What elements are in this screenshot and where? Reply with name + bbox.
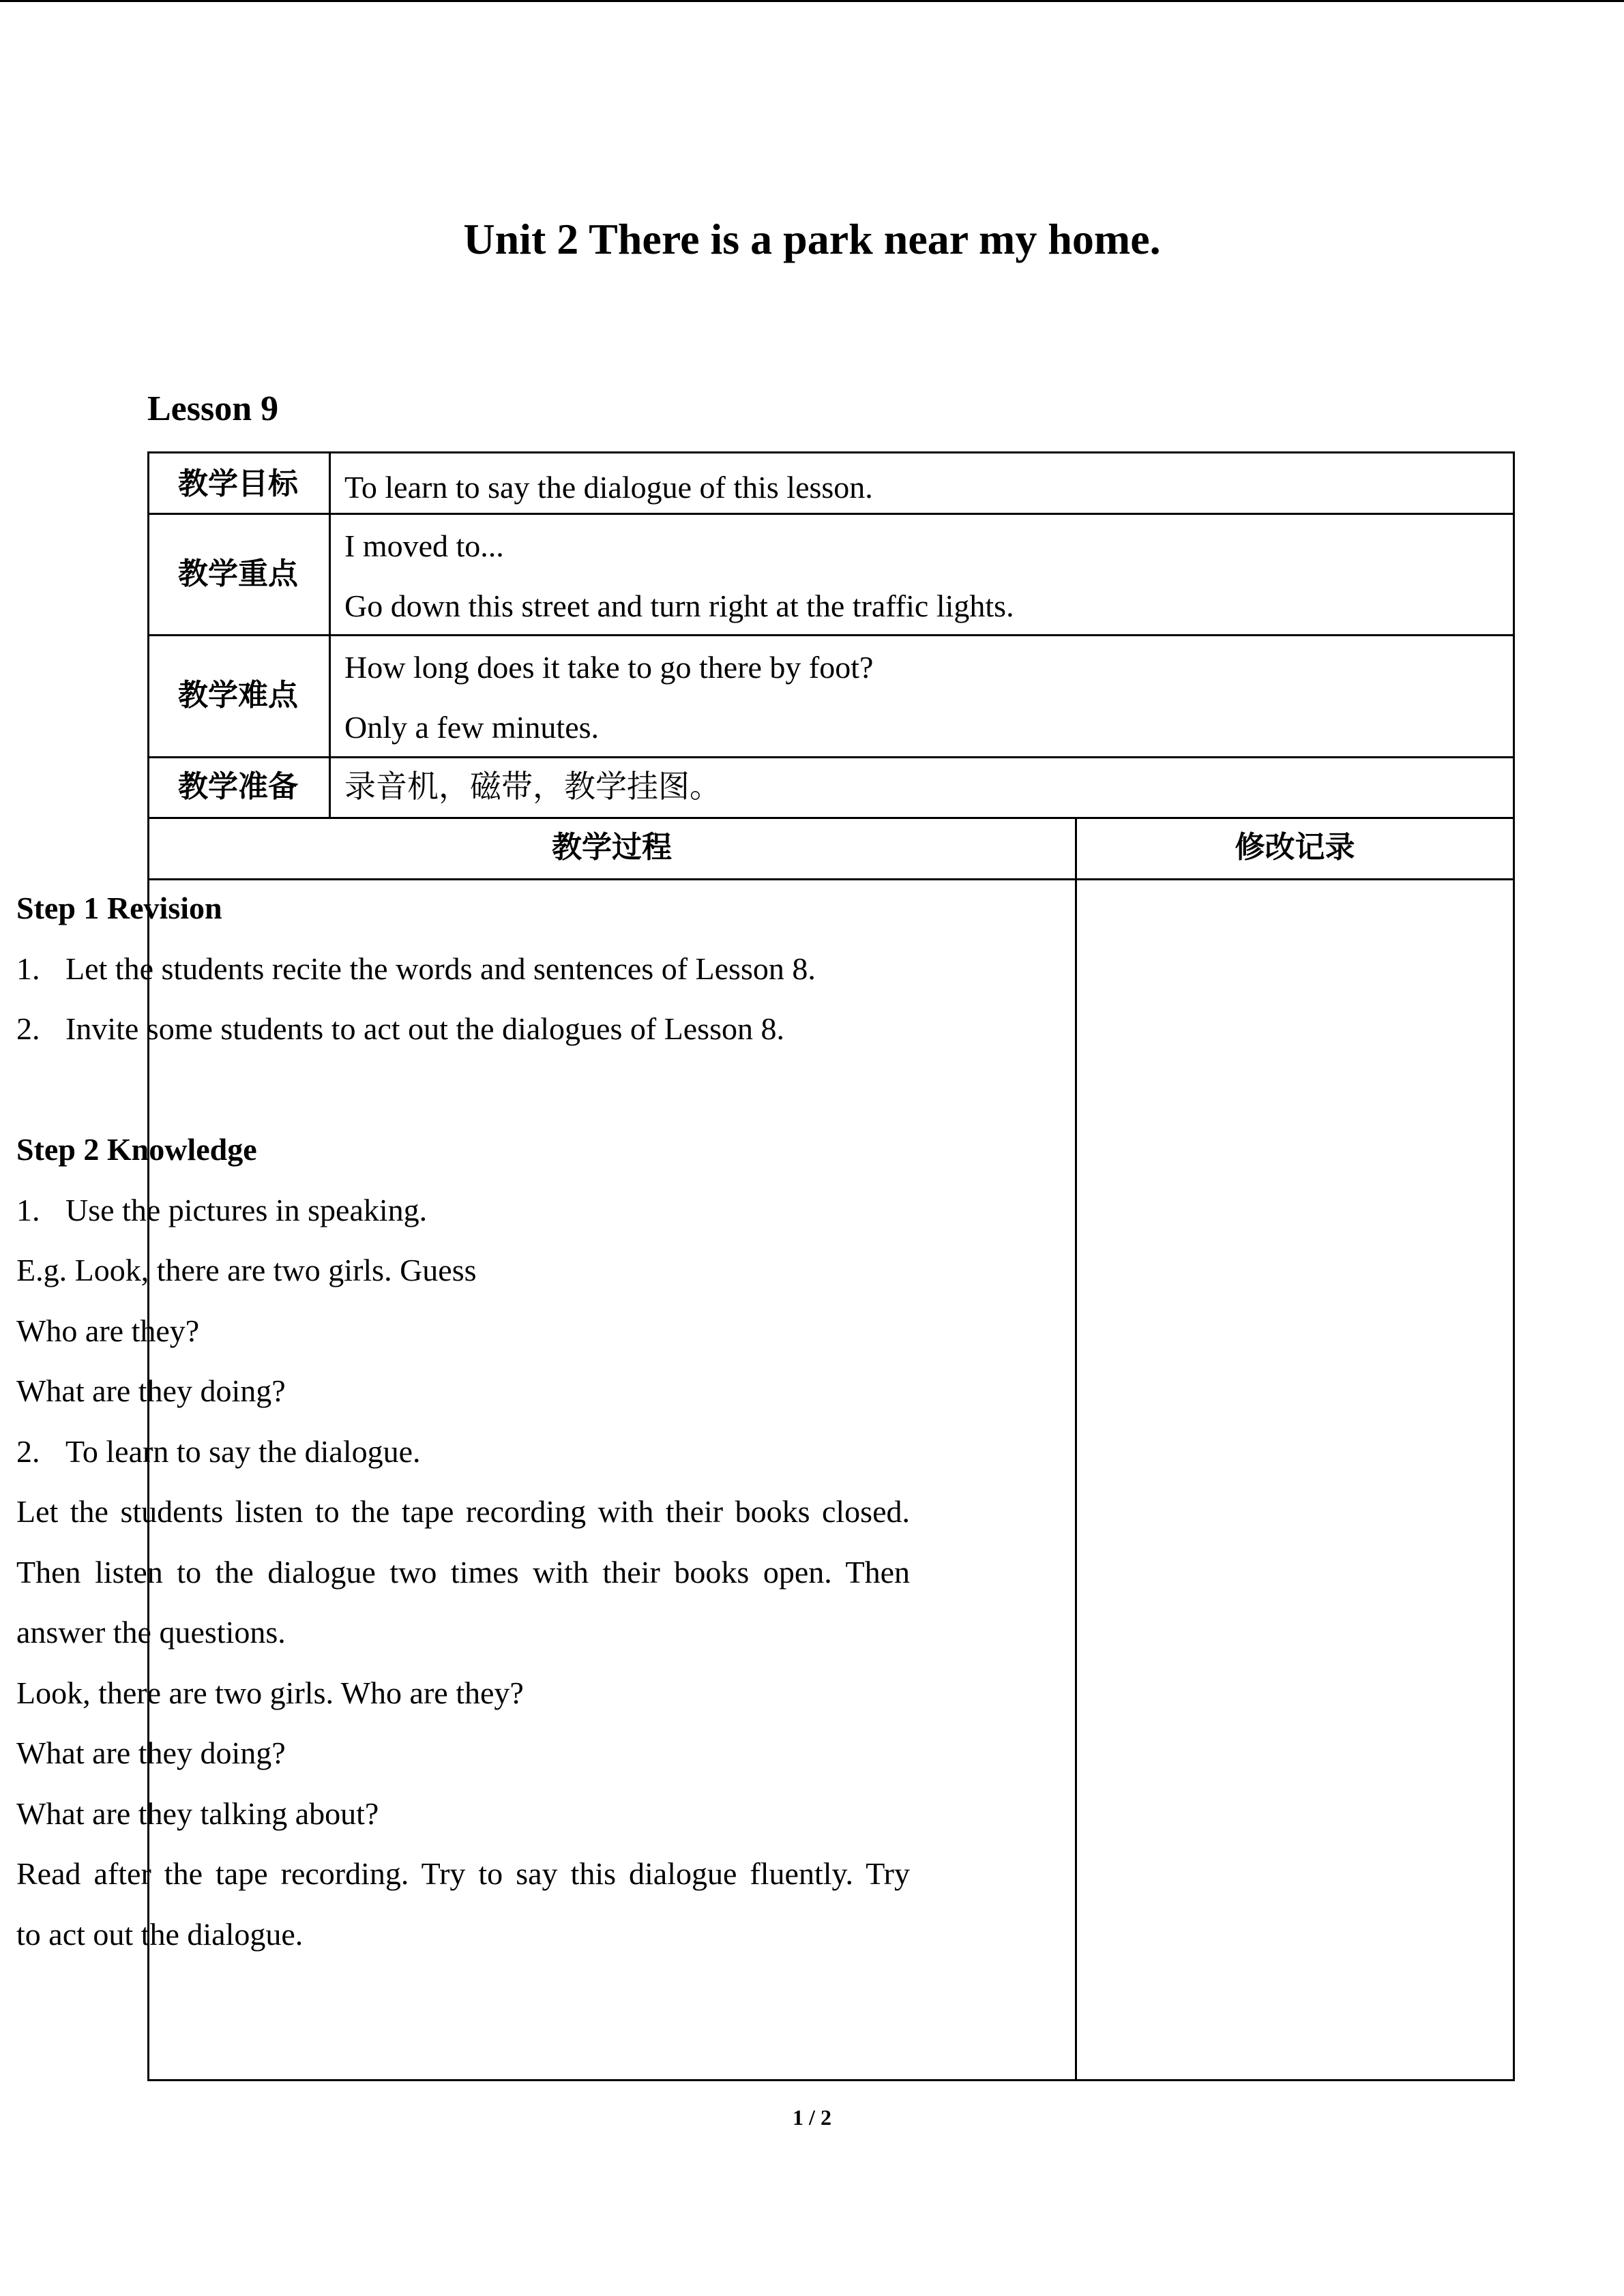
- paragraph-line: Read after the tape recording. Try to say this dialogue fluently. Try: [16, 1856, 910, 1891]
- table-border-bottom: [147, 2079, 1515, 2081]
- list-text: Use the pictures in speaking.: [65, 1192, 428, 1227]
- list-number: 2.: [16, 1011, 40, 1046]
- row-content-line: To learn to say the dialogue of this lesson.: [344, 470, 873, 505]
- paragraph-line: Let the students listen to the tape recording with their books closed.: [16, 1494, 910, 1529]
- row-content-line: How long does it take to go there by foot?: [344, 650, 874, 685]
- process-column-divider: [1075, 817, 1077, 2080]
- text-line: Who are they?: [16, 1313, 200, 1348]
- step-2-title: Step 2 Knowledge: [16, 1132, 257, 1167]
- paragraph-line: to act out the dialogue.: [16, 1916, 304, 1952]
- paragraph-line: Then listen to the dialogue two times with their books open. Then: [16, 1554, 910, 1590]
- list-text: To learn to say the dialogue.: [65, 1433, 421, 1469]
- list-number: 1.: [16, 1192, 40, 1227]
- row-label-key-points: 教学重点: [178, 556, 298, 591]
- paragraph-line: answer the questions.: [16, 1615, 286, 1650]
- list-text: Invite some students to act out the dialogues of Lesson 8.: [65, 1011, 784, 1046]
- text-line: Look, there are two girls. Who are they?: [16, 1675, 524, 1710]
- row-label-preparation: 教学准备: [178, 769, 298, 804]
- list-item: [16, 1422, 910, 1482]
- table-border-right: [1513, 451, 1515, 2081]
- list-number: 1.: [16, 951, 40, 986]
- list-text: Let the students recite the words and sentences of Lesson 8.: [65, 951, 816, 986]
- teaching-process-content: [16, 878, 910, 1965]
- lesson-heading: Lesson 9: [147, 389, 279, 428]
- list-number: 2.: [16, 1433, 40, 1469]
- top-border: [0, 0, 1624, 2]
- row-content-line: Go down this street and turn right at the traffic lights.: [344, 588, 1014, 623]
- page-number: 1 / 2: [793, 2105, 831, 2130]
- text-line: What are they doing?: [16, 1735, 286, 1770]
- row-content-line: Only a few minutes.: [344, 710, 600, 745]
- row-content-line: I moved to...: [344, 528, 504, 563]
- list-item: [16, 999, 910, 1060]
- page-title: Unit 2 There is a park near my home.: [463, 215, 1161, 263]
- text-line: What are they doing?: [16, 1373, 286, 1408]
- text-line: E.g. Look, there are two girls. Guess: [16, 1253, 477, 1287]
- row-label-difficulties: 教学难点: [178, 678, 298, 713]
- row-label-objectives: 教学目标: [178, 466, 298, 501]
- step-1-title: Step 1 Revision: [16, 891, 222, 925]
- label-column-divider: [329, 451, 331, 818]
- revision-column-header: 修改记录: [1235, 830, 1355, 865]
- table-border-top: [147, 451, 1515, 453]
- list-item: [16, 939, 910, 1000]
- spacer: [16, 1060, 910, 1120]
- text-line: What are they talking about?: [16, 1795, 379, 1831]
- list-item: [16, 1180, 910, 1241]
- process-column-header: 教学过程: [552, 830, 672, 865]
- row-content-line: 录音机，磁带，教学挂图。: [344, 769, 721, 804]
